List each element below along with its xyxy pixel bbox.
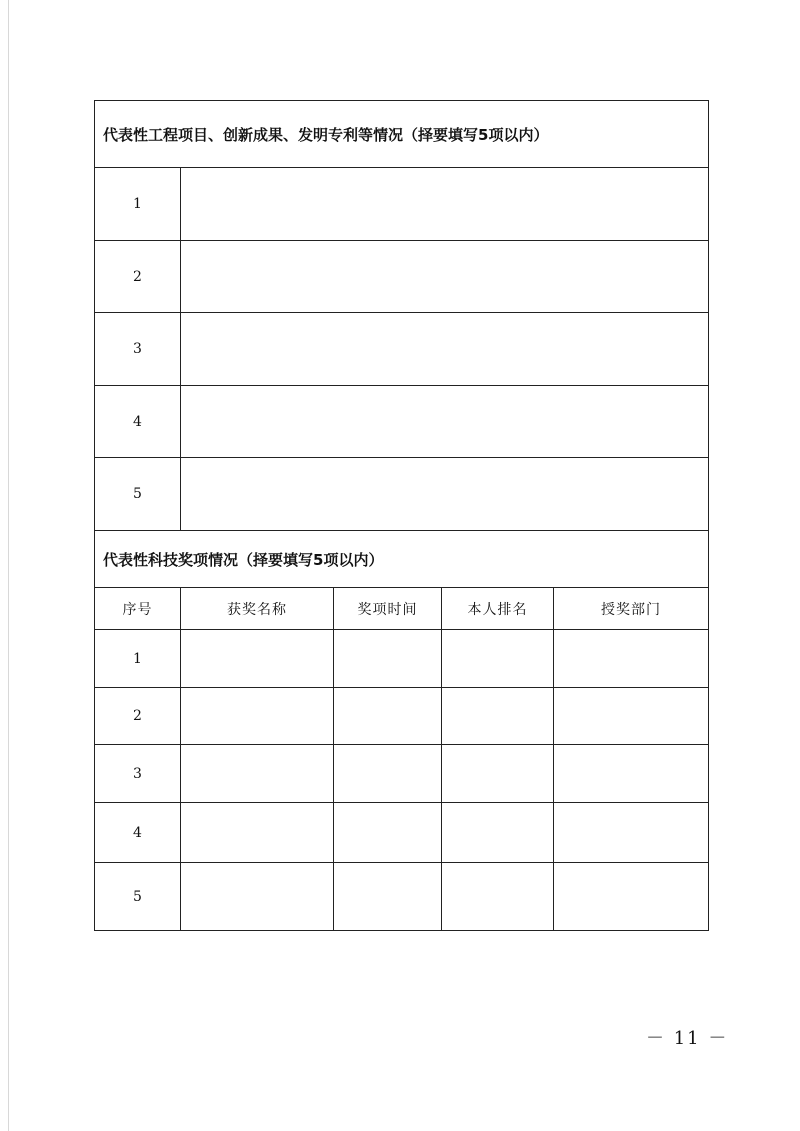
page-number: － 11 － [646, 1028, 729, 1049]
project-row [95, 458, 709, 531]
header-award-time: 奖项时间 [334, 588, 442, 630]
award-time-cell[interactable] [334, 803, 442, 863]
award-row-number: 2 [95, 688, 181, 745]
award-row [95, 863, 709, 931]
award-name-cell[interactable] [181, 688, 334, 745]
project-row-number: 3 [95, 313, 181, 386]
project-row [95, 386, 709, 458]
award-row [95, 745, 709, 803]
project-row-number: 2 [95, 241, 181, 313]
award-time-cell[interactable] [334, 630, 442, 688]
project-row-content[interactable] [181, 458, 709, 531]
project-row-content[interactable] [181, 168, 709, 241]
award-row-number: 5 [95, 863, 181, 931]
section-2-title-row [95, 531, 709, 588]
award-header-row [95, 588, 709, 630]
section-1-title: 代表性工程项目、创新成果、发明专利等情况（择要填写5项以内） [95, 101, 709, 168]
project-row [95, 241, 709, 313]
award-row-number: 4 [95, 803, 181, 863]
header-award-name: 获奖名称 [181, 588, 334, 630]
award-rank-cell[interactable] [442, 688, 554, 745]
award-issuer-cell[interactable] [554, 688, 709, 745]
form-table [94, 100, 709, 931]
award-name-cell[interactable] [181, 863, 334, 931]
project-row-content[interactable] [181, 241, 709, 313]
award-name-cell[interactable] [181, 745, 334, 803]
header-index: 序号 [95, 588, 181, 630]
section-2-title: 代表性科技奖项情况（择要填写5项以内） [95, 531, 709, 588]
award-rank-cell[interactable] [442, 863, 554, 931]
award-row-number: 1 [95, 630, 181, 688]
page-edge [8, 0, 9, 1131]
award-rank-cell[interactable] [442, 803, 554, 863]
header-issuer: 授奖部门 [554, 588, 709, 630]
project-row [95, 168, 709, 241]
award-time-cell[interactable] [334, 745, 442, 803]
award-time-cell[interactable] [334, 863, 442, 931]
project-row [95, 313, 709, 386]
award-row [95, 630, 709, 688]
award-issuer-cell[interactable] [554, 863, 709, 931]
award-name-cell[interactable] [181, 803, 334, 863]
award-issuer-cell[interactable] [554, 745, 709, 803]
award-rank-cell[interactable] [442, 745, 554, 803]
project-row-number: 5 [95, 458, 181, 531]
project-row-content[interactable] [181, 313, 709, 386]
project-row-number: 1 [95, 168, 181, 241]
award-rank-cell[interactable] [442, 630, 554, 688]
project-row-number: 4 [95, 386, 181, 458]
award-issuer-cell[interactable] [554, 630, 709, 688]
award-name-cell[interactable] [181, 630, 334, 688]
award-row [95, 688, 709, 745]
award-row-number: 3 [95, 745, 181, 803]
award-row [95, 803, 709, 863]
award-time-cell[interactable] [334, 688, 442, 745]
project-row-content[interactable] [181, 386, 709, 458]
header-rank: 本人排名 [442, 588, 554, 630]
award-issuer-cell[interactable] [554, 803, 709, 863]
section-1-title-row [95, 101, 709, 168]
